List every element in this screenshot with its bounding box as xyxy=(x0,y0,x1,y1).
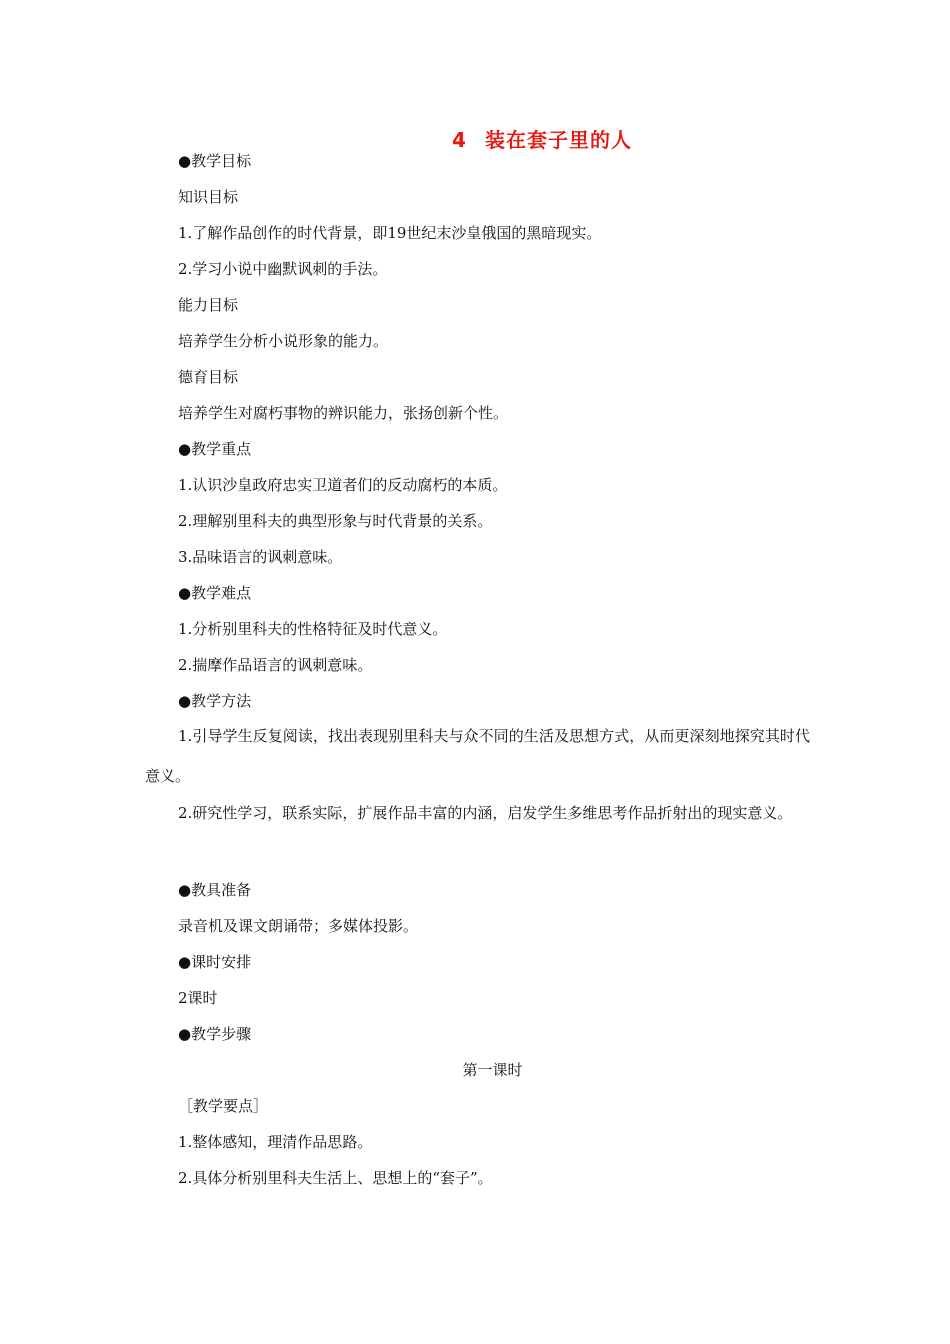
key-point-1: 1.认识沙皇政府忠实卫道者们的反动腐朽的本质。 xyxy=(178,476,508,494)
ability-item-1: 培养学生分析小说形象的能力。 xyxy=(178,332,389,350)
key-point-2: 2.理解别里科夫的典型形象与时代背景的关系。 xyxy=(178,512,493,530)
teaching-point-1: 1.整体感知，理清作品思路。 xyxy=(178,1133,373,1151)
moral-item-1: 培养学生对腐朽事物的辨识能力，张扬创新个性。 xyxy=(178,404,509,422)
lesson-one-heading: 第一课时 xyxy=(462,1061,523,1079)
section-heading-key-points: ●教学重点 xyxy=(178,440,252,458)
teaching-points-heading: ［教学要点］ xyxy=(178,1097,269,1115)
method-paragraph-2: 2.研究性学习，联系实际，扩展作品丰富的内涵，启发学生多维思考作品折射出的现实意义。 xyxy=(178,804,793,822)
section-heading-steps: ●教学步骤 xyxy=(178,1025,252,1043)
title-text: 装在套子里的人 xyxy=(484,128,632,152)
title-number: 4 xyxy=(452,128,467,152)
difficulty-2: 2.揣摩作品语言的讽刺意味。 xyxy=(178,656,373,674)
key-point-3: 3.品味语言的讽刺意味。 xyxy=(178,548,343,566)
subheading-ability: 能力目标 xyxy=(178,296,239,314)
section-heading-tools: ●教具准备 xyxy=(178,881,252,899)
subheading-moral: 德育目标 xyxy=(178,368,239,386)
subheading-knowledge: 知识目标 xyxy=(178,188,239,206)
section-heading-methods: ●教学方法 xyxy=(178,692,252,710)
document-title xyxy=(0,124,950,153)
difficulty-1: 1.分析别里科夫的性格特征及时代意义。 xyxy=(178,620,448,638)
method-paragraph-1: 1.引导学生反复阅读，找出表现别里科夫与众不同的生活及思想方式，从而更深刻地探究其时代意义。 xyxy=(145,727,810,785)
knowledge-item-1: 1.了解作品创作的时代背景，即19世纪末沙皇俄国的黑暗现实。 xyxy=(178,224,602,242)
section-heading-difficulties: ●教学难点 xyxy=(178,584,252,602)
teaching-point-2: 2.具体分析别里科夫生活上、思想上的“套子”。 xyxy=(178,1169,493,1187)
knowledge-item-2: 2.学习小说中幽默讽刺的手法。 xyxy=(178,260,388,278)
schedule-item-1: 2课时 xyxy=(178,989,218,1007)
section-heading-goals: ●教学目标 xyxy=(178,152,252,170)
tools-item-1: 录音机及课文朗诵带；多媒体投影。 xyxy=(178,917,419,935)
section-heading-schedule: ●课时安排 xyxy=(178,953,252,971)
